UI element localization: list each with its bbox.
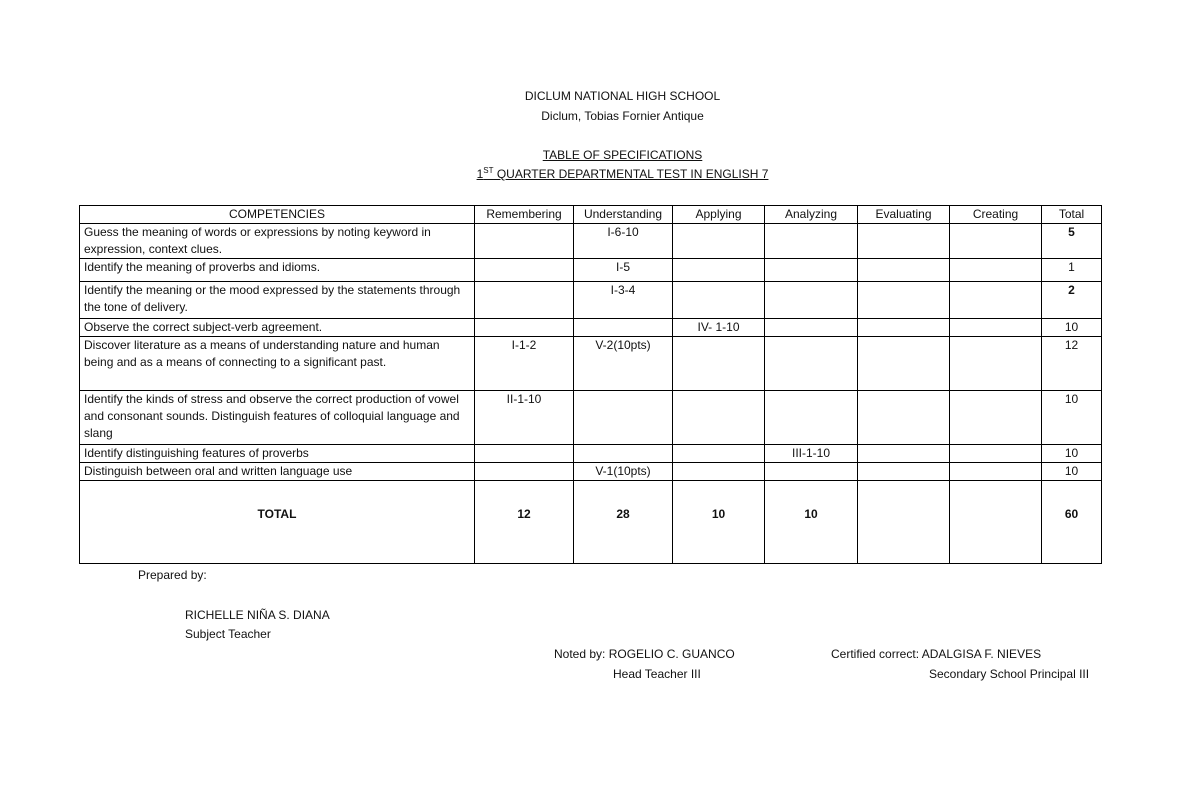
evaluating-cell xyxy=(858,319,950,337)
column-header: Total xyxy=(1042,206,1102,224)
evaluating-cell xyxy=(858,445,950,463)
applying-cell xyxy=(673,445,765,463)
evaluating-cell xyxy=(858,282,950,319)
table-row xyxy=(80,282,1102,319)
document-subtitle xyxy=(0,167,1200,181)
analyzing-cell: III-1-10 xyxy=(765,445,858,463)
subtitle-ordinal: 1 xyxy=(476,167,484,181)
evaluating-cell xyxy=(858,337,950,391)
applying-cell xyxy=(673,259,765,282)
remembering-cell: I-1-2 xyxy=(475,337,574,391)
table-row xyxy=(80,319,1102,337)
evaluating-cell xyxy=(858,463,950,481)
total-cell: 10 xyxy=(1042,445,1102,463)
understanding-cell xyxy=(574,445,673,463)
remembering-cell: II-1-10 xyxy=(475,391,574,445)
column-header: Understanding xyxy=(574,206,673,224)
table-row xyxy=(80,224,1102,259)
school-address: Diclum, Tobias Fornier Antique xyxy=(541,109,704,123)
creating-cell xyxy=(950,224,1042,259)
analyzing-cell xyxy=(765,282,858,319)
column-header: COMPETENCIES xyxy=(80,206,475,224)
remembering-total: 12 xyxy=(475,481,574,564)
applying-cell xyxy=(673,224,765,259)
noted-by-line: Noted by: ROGELIO C. GUANCO xyxy=(554,647,735,661)
understanding-cell xyxy=(574,391,673,445)
competency-cell: Identify the meaning of proverbs and idioms. xyxy=(80,259,475,282)
table-row xyxy=(80,259,1102,282)
applying-cell xyxy=(673,282,765,319)
applying-cell: IV- 1-10 xyxy=(673,319,765,337)
understanding-cell: I-3-4 xyxy=(574,282,673,319)
table-row xyxy=(80,337,1102,391)
remembering-cell xyxy=(475,282,574,319)
totals-label: TOTAL xyxy=(80,481,475,564)
total-cell: 10 xyxy=(1042,391,1102,445)
analyzing-total: 10 xyxy=(765,481,858,564)
evaluating-total xyxy=(858,481,950,564)
creating-cell xyxy=(950,282,1042,319)
column-header: Applying xyxy=(673,206,765,224)
competency-cell: Identify the kinds of stress and observe the correct production of vowel and consonant sounds. Distinguish features of colloquial language and slang xyxy=(80,391,475,445)
competency-cell: Identify the meaning or the mood expressed by the statements through the tone of delivery. xyxy=(80,282,475,319)
analyzing-cell xyxy=(765,259,858,282)
competency-cell: Observe the correct subject-verb agreement. xyxy=(80,319,475,337)
preparer-name: RICHELLE NIÑA S. DIANA xyxy=(185,608,330,622)
analyzing-cell xyxy=(765,391,858,445)
totals-row xyxy=(80,481,1102,564)
table-row xyxy=(80,391,1102,445)
understanding-cell xyxy=(574,319,673,337)
column-header: Remembering xyxy=(475,206,574,224)
applying-total: 10 xyxy=(673,481,765,564)
column-header: Analyzing xyxy=(765,206,858,224)
remembering-cell xyxy=(475,259,574,282)
subtitle-text: QUARTER DEPARTMENTAL TEST IN ENGLISH 7 xyxy=(493,167,769,181)
total-cell: 2 xyxy=(1042,282,1102,319)
school-name: DICLUM NATIONAL HIGH SCHOOL xyxy=(524,89,721,103)
document-title: TABLE OF SPECIFICATIONS xyxy=(542,148,703,162)
understanding-cell: I-6-10 xyxy=(574,224,673,259)
table-row xyxy=(80,463,1102,481)
total-cell: 10 xyxy=(1042,463,1102,481)
creating-cell xyxy=(950,463,1042,481)
column-header: Evaluating xyxy=(858,206,950,224)
applying-cell xyxy=(673,391,765,445)
total-cell: 1 xyxy=(1042,259,1102,282)
remembering-cell xyxy=(475,319,574,337)
competency-cell: Identify distinguishing features of proverbs xyxy=(80,445,475,463)
table-row xyxy=(80,445,1102,463)
analyzing-cell xyxy=(765,224,858,259)
total-cell: 12 xyxy=(1042,337,1102,391)
remembering-cell xyxy=(475,224,574,259)
applying-cell xyxy=(673,337,765,391)
creating-cell xyxy=(950,445,1042,463)
understanding-cell: I-5 xyxy=(574,259,673,282)
creating-cell xyxy=(950,259,1042,282)
competency-cell: Guess the meaning of words or expressions by noting keyword in expression, context clues. xyxy=(80,224,475,259)
analyzing-cell xyxy=(765,319,858,337)
understanding-cell: V-1(10pts) xyxy=(574,463,673,481)
certified-correct-line: Certified correct: ADALGISA F. NIEVES xyxy=(831,647,1042,661)
specifications-table xyxy=(79,205,1102,564)
prepared-by-label: Prepared by: xyxy=(138,568,207,582)
remembering-cell xyxy=(475,463,574,481)
creating-cell xyxy=(950,337,1042,391)
total-cell: 10 xyxy=(1042,319,1102,337)
analyzing-cell xyxy=(765,463,858,481)
competency-cell: Discover literature as a means of understanding nature and human being and as a means of connecting to a significant past. xyxy=(80,337,475,391)
remembering-cell xyxy=(475,445,574,463)
understanding-total: 28 xyxy=(574,481,673,564)
column-header: Creating xyxy=(950,206,1042,224)
creating-total xyxy=(950,481,1042,564)
creating-cell xyxy=(950,391,1042,445)
understanding-cell: V-2(10pts) xyxy=(574,337,673,391)
noted-by-title: Head Teacher III xyxy=(613,667,701,681)
table-header-row xyxy=(80,206,1102,224)
analyzing-cell xyxy=(765,337,858,391)
subtitle-superscript: ST xyxy=(483,166,494,175)
preparer-title: Subject Teacher xyxy=(185,627,271,641)
evaluating-cell xyxy=(858,224,950,259)
creating-cell xyxy=(950,319,1042,337)
grand-total: 60 xyxy=(1042,481,1102,564)
applying-cell xyxy=(673,463,765,481)
evaluating-cell xyxy=(858,391,950,445)
certified-correct-title: Secondary School Principal III xyxy=(929,667,1090,681)
total-cell: 5 xyxy=(1042,224,1102,259)
evaluating-cell xyxy=(858,259,950,282)
competency-cell: Distinguish between oral and written language use xyxy=(80,463,475,481)
